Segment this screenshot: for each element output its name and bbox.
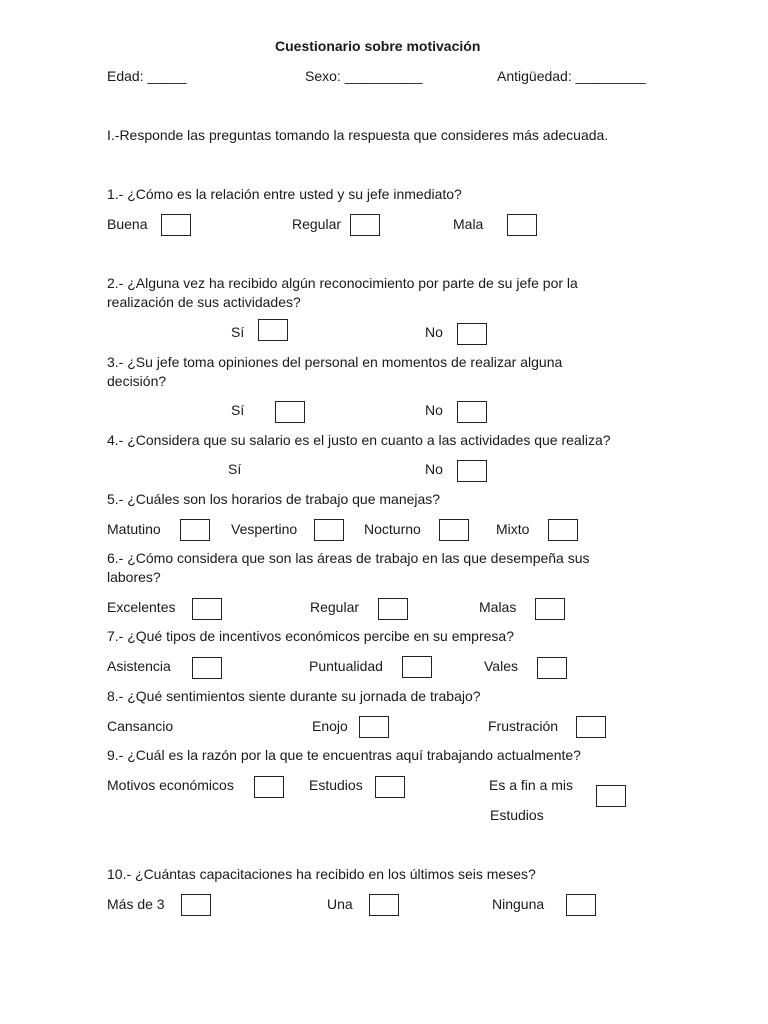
checkbox-q3-si[interactable] xyxy=(275,401,305,423)
checkbox-q5-vespertino[interactable] xyxy=(314,519,344,541)
option-label-q10-ninguna: Ninguna xyxy=(492,896,545,912)
checkbox-q9-estudios[interactable] xyxy=(375,776,405,798)
question-3-cont: decisión? xyxy=(107,373,167,389)
option-label-q6-excelentes: Excelentes xyxy=(107,599,176,615)
instruction-text: I.-Responde las preguntas tomando la respuesta que consideres más adecuada. xyxy=(107,127,609,143)
checkbox-q9-motivos[interactable] xyxy=(254,776,284,798)
question-2-cont: realización de sus actividades? xyxy=(107,294,301,310)
question-8: 8.- ¿Qué sentimientos siente durante su jornada de trabajo? xyxy=(107,688,481,704)
question-5: 5.- ¿Cuáles son los horarios de trabajo que manejas? xyxy=(107,491,441,507)
option-label-q8-frustracion: Frustración xyxy=(488,718,559,734)
checkbox-q10-mas3[interactable] xyxy=(181,894,211,916)
question-6-cont: labores? xyxy=(107,569,161,585)
checkbox-q7-vales[interactable] xyxy=(537,657,567,679)
option-label-q4-no: No xyxy=(425,461,443,477)
checkbox-q5-mixto[interactable] xyxy=(548,519,578,541)
question-1: 1.- ¿Cómo es la relación entre usted y su jefe inmediato? xyxy=(107,186,462,202)
option-label-q9-afin: Es a fin a mis xyxy=(489,777,574,793)
checkbox-q7-puntualidad[interactable] xyxy=(402,656,432,678)
option-label-q5-matutino: Matutino xyxy=(107,521,161,537)
checkbox-q4-no[interactable] xyxy=(457,460,487,482)
option-label-q9-estudios: Estudios xyxy=(309,777,363,793)
option-label-q10-mas3: Más de 3 xyxy=(107,896,165,912)
edad-field: Edad: _____ xyxy=(107,68,187,84)
option-label-q1-mala: Mala xyxy=(453,216,484,232)
sexo-field: Sexo: __________ xyxy=(305,68,423,84)
option-label-q2-no: No xyxy=(425,324,443,340)
option-label-q5-vespertino: Vespertino xyxy=(231,521,298,537)
checkbox-q9-afin[interactable] xyxy=(596,785,626,807)
document-title: Cuestionario sobre motivación xyxy=(275,38,481,54)
checkbox-q10-una[interactable] xyxy=(369,894,399,916)
checkbox-q2-no[interactable] xyxy=(457,323,487,345)
checkbox-q8-frustracion[interactable] xyxy=(576,716,606,738)
option-label-q4-si: Sí xyxy=(228,461,242,477)
option-label-q9-motivos: Motivos económicos xyxy=(107,777,234,793)
checkbox-q10-ninguna[interactable] xyxy=(566,894,596,916)
option-label-q8-enojo: Enojo xyxy=(312,718,348,734)
checkbox-q6-malas[interactable] xyxy=(535,598,565,620)
option-label-q10-una: Una xyxy=(327,896,353,912)
option-label-q6-regular: Regular xyxy=(310,599,360,615)
checkbox-q1-buena[interactable] xyxy=(161,214,191,236)
option-label-q3-no: No xyxy=(425,402,443,418)
checkbox-q2-si[interactable] xyxy=(258,319,288,341)
option-label-q7-vales: Vales xyxy=(484,658,518,674)
checkbox-q5-matutino[interactable] xyxy=(180,519,210,541)
antiguedad-field: Antigüedad: _________ xyxy=(497,68,646,84)
option-label-q7-asistencia: Asistencia xyxy=(107,658,171,674)
option-label-q1-regular: Regular xyxy=(292,216,342,232)
question-6: 6.- ¿Cómo considera que son las áreas de trabajo en las que desempeña sus xyxy=(107,550,590,566)
question-3: 3.- ¿Su jefe toma opiniones del personal en momentos de realizar alguna xyxy=(107,354,563,370)
checkbox-q6-regular[interactable] xyxy=(378,598,408,620)
question-4: 4.- ¿Considera que su salario es el justo en cuanto a las actividades que realiza? xyxy=(107,432,611,448)
option-label-q5-mixto: Mixto xyxy=(496,521,530,537)
option-label-q2-si: Sí xyxy=(231,324,245,340)
checkbox-q1-regular[interactable] xyxy=(350,214,380,236)
option-label-q9-afin-cont: Estudios xyxy=(490,807,544,823)
option-label-q1-buena: Buena xyxy=(107,216,148,232)
question-9: 9.- ¿Cuál es la razón por la que te encuentras aquí trabajando actualmente? xyxy=(107,747,581,763)
option-label-q8-cansancio: Cansancio xyxy=(107,718,174,734)
question-2: 2.- ¿Alguna vez ha recibido algún reconocimiento por parte de su jefe por la xyxy=(107,275,578,291)
question-7: 7.- ¿Qué tipos de incentivos económicos percibe en su empresa? xyxy=(107,628,514,644)
checkbox-q6-excelentes[interactable] xyxy=(192,598,222,620)
checkbox-q5-nocturno[interactable] xyxy=(439,519,469,541)
option-label-q5-nocturno: Nocturno xyxy=(364,521,421,537)
checkbox-q3-no[interactable] xyxy=(457,401,487,423)
option-label-q7-puntualidad: Puntualidad xyxy=(309,658,383,674)
option-label-q3-si: Sí xyxy=(231,402,245,418)
option-label-q6-malas: Malas xyxy=(479,599,517,615)
question-10: 10.- ¿Cuántas capacitaciones ha recibido en los últimos seis meses? xyxy=(107,866,536,882)
checkbox-q8-enojo[interactable] xyxy=(359,716,389,738)
checkbox-q7-asistencia[interactable] xyxy=(192,657,222,679)
checkbox-q1-mala[interactable] xyxy=(507,214,537,236)
